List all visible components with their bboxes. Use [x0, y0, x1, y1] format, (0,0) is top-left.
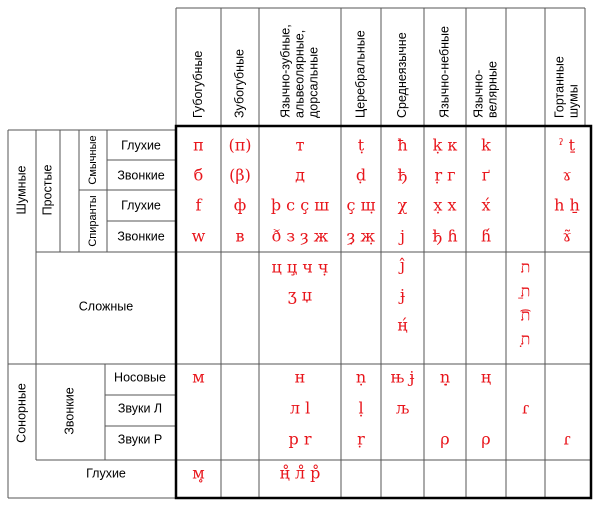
row-headers	[14, 135, 166, 480]
cell-vl_son-c1: м̥	[192, 463, 205, 483]
column-header-c6: Язычно-небные	[437, 26, 452, 118]
column-header-c5: Среднеязычне	[394, 32, 409, 118]
cell-r1-c2: (π)	[228, 135, 252, 155]
column-header-c7: Язычно-	[471, 69, 486, 118]
column-header-c3: Язычно-зубные,	[278, 24, 293, 118]
column-header-c3: дорсальные	[306, 46, 321, 118]
cell-complex-c5-2: ң́	[397, 315, 408, 335]
cell-complex-c8-2: ת͡	[520, 305, 531, 325]
cell-r2-c3: д	[295, 165, 305, 185]
cell-r2-c5: ђ	[397, 165, 408, 185]
cell-r3-c2: ф	[233, 195, 247, 215]
cell-r2-c4: ḍ	[355, 165, 367, 185]
row-header-voiced-group: Звонкие	[62, 387, 77, 435]
cell-l-c3: л l	[289, 398, 311, 418]
row-header-voiceless-stops: Глухие	[121, 138, 161, 153]
cell-complex-c8-1: ת̱	[520, 281, 531, 301]
row-header-voiced-spirants: Звонкие	[117, 229, 165, 244]
cell-r1-c3: т	[295, 135, 305, 155]
cell-r-c9: ɾ	[563, 429, 571, 449]
cell-r4-c6: ђ ɦ	[432, 226, 458, 246]
cell-l-c4: ḷ	[358, 398, 364, 418]
cell-r3-c6: x̣ х	[433, 195, 457, 215]
row-header-sound-l: Звуки Л	[117, 401, 163, 416]
cell-nasal-c6: ṇ̣	[439, 367, 451, 387]
cell-r-c3: р r	[288, 429, 312, 449]
column-header-c3: альвеолярные,	[292, 29, 307, 118]
row-header-voiced-stops: Звонкие	[117, 168, 165, 183]
cell-r4-c9: ɤ̃	[562, 226, 572, 246]
column-headers	[191, 24, 581, 118]
column-header-c9: Гортанные	[552, 56, 567, 118]
column-header-c4: Церебральные	[353, 30, 368, 118]
cell-complex-c5-1: ɉ	[399, 285, 406, 305]
cell-r3-c3: þ с ç ш	[270, 195, 330, 215]
cell-r3-c5: χ	[397, 195, 408, 215]
cell-r2-c7: ґ	[481, 165, 491, 185]
cell-complex-c5-0: ĵ	[400, 255, 405, 275]
cell-l-c5: љ	[395, 398, 410, 418]
cell-vl_son-c3: ң̊ л̊ р̊	[279, 463, 321, 483]
cell-r2-c6: ṛ г	[434, 165, 456, 185]
cell-r1-c1: п	[193, 135, 204, 155]
column-header-c2: Зубогубные	[232, 48, 247, 118]
cell-r3-c1: f	[195, 195, 202, 215]
cell-complex-c8-0: ת	[520, 257, 531, 277]
cell-nasal-c5: њ ɉ	[390, 367, 415, 387]
cell-r-c4: ṛ	[357, 429, 365, 449]
cell-nasal-c3: н	[294, 367, 306, 387]
row-header-complex: Сложные	[78, 299, 134, 314]
cell-complex-c8-3: ת̣	[520, 329, 531, 349]
row-header-spirants: Спиранты	[86, 195, 99, 247]
cell-r2-c1: б	[193, 165, 204, 185]
cell-r4-c5: j	[400, 226, 405, 246]
cell-r4-c1: w	[191, 226, 206, 246]
cell-r1-c5: ħ	[397, 135, 408, 155]
cell-r1-c4: ṭ	[357, 135, 365, 155]
row-header-noisy: Шумные	[14, 165, 29, 215]
cell-r3-c4: ç ш̣	[346, 195, 376, 215]
cell-r2-c2: (β)	[229, 165, 251, 185]
cell-r4-c4: ȝ̣ ж̣	[346, 226, 376, 246]
cell-r1-c6: ḳ к	[432, 135, 458, 155]
column-header-c9: шумы	[566, 84, 581, 118]
column-header-c7: велярные	[485, 61, 500, 118]
row-header-sound-r: Звуки Р	[117, 432, 163, 447]
cell-r4-c7: ɦ́	[480, 226, 492, 246]
cell-r1-c9: ˀ ṯ	[559, 135, 575, 155]
row-header-stops: Смычные	[86, 135, 99, 185]
row-header-simple: Простые	[40, 164, 55, 216]
cell-r4-c2: в	[235, 226, 245, 246]
row-header-voiceless-spirants: Глухие	[121, 198, 161, 213]
row-header-voiceless-sonorant: Глухие	[86, 466, 126, 481]
cell-complex-c3-0: ц ц̧ ч ч̣	[271, 257, 329, 277]
phoneme-cells	[192, 136, 580, 484]
cell-complex-c3-1: ʒ џ	[287, 285, 313, 305]
cell-r3-c7: х́	[481, 195, 491, 215]
row-header-nasal: Носовые	[114, 370, 166, 385]
cell-r3-c9: h ẖ	[554, 195, 580, 215]
row-header-sonorant: Сонорные	[14, 383, 29, 443]
cell-r4-c3: ð з ȝ ж	[271, 226, 329, 246]
cell-r-c7: ρ	[481, 429, 491, 449]
cell-nasal-c4: ṇ	[355, 367, 367, 387]
cell-nasal-c1: м	[192, 367, 205, 387]
cell-l-c8: ɾ	[521, 398, 530, 418]
cell-r-c6: ρ	[440, 429, 450, 449]
column-header-c1: Губогубные	[190, 50, 205, 118]
cell-r1-c7: k	[481, 135, 491, 155]
cell-nasal-c7: ң	[480, 367, 492, 387]
cell-r2-c9: ɤ	[562, 165, 572, 185]
